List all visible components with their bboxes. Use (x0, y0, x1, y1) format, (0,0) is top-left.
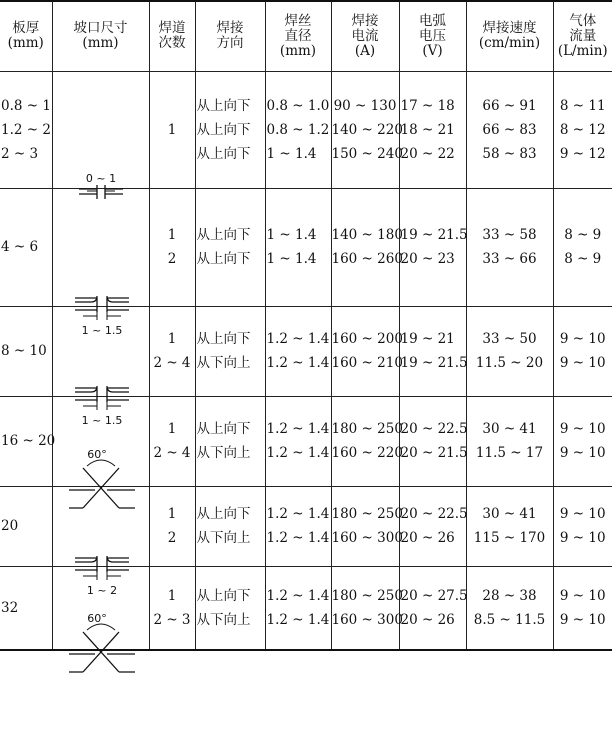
speed-value: 115 ~ 170 (473, 530, 546, 546)
wire-value: 0.8 ~ 1.2 (266, 121, 330, 138)
table-row (0, 71, 612, 188)
cell-voltage (399, 396, 466, 486)
cell-thickness (0, 188, 52, 306)
speed-value: 30 ~ 41 (482, 506, 537, 522)
cell-speed (466, 566, 553, 650)
header-thickness: 板厚 (mm) (0, 1, 52, 71)
thickness-value: 20 (1, 518, 19, 534)
direction-value: 从上向下 (196, 145, 251, 162)
gas-value: 9 ~ 10 (559, 611, 606, 628)
current-value: 160 ~ 260 (331, 251, 403, 267)
direction-value: 从下向上 (196, 530, 251, 546)
cell-gas (553, 188, 612, 306)
speed-value: 30 ~ 41 (482, 421, 537, 437)
gas-value: 8 ~ 12 (559, 121, 606, 138)
cell-voltage (399, 306, 466, 396)
thickness-value: 0.8 ~ 1 (1, 97, 51, 114)
current-value: 180 ~ 250 (331, 421, 403, 437)
direction-value: 从上向下 (196, 227, 251, 243)
cell-voltage (399, 188, 466, 306)
current-value: 180 ~ 250 (331, 506, 403, 522)
passes-value: 1 (167, 121, 177, 138)
direction-value: 从下向上 (196, 611, 251, 628)
voltage-value: 20 ~ 22.5 (400, 421, 468, 437)
cell-wire (265, 71, 331, 188)
direction-value: 从下向上 (196, 445, 251, 461)
passes-value: 1 (167, 421, 177, 437)
cell-speed (466, 188, 553, 306)
cell-current (331, 188, 403, 306)
header-wire: 焊丝 直径 (mm) (265, 1, 331, 71)
cell-gas (553, 396, 612, 486)
header-groove: 坡口尺寸 (mm) (52, 1, 149, 71)
speed-value: 8.5 ~ 11.5 (473, 611, 546, 628)
cell-direction (195, 71, 265, 188)
current-value: 140 ~ 180 (331, 227, 403, 243)
thickness-value: 16 ~ 20 (1, 433, 56, 449)
cell-current (331, 396, 403, 486)
wire-value: 1.2 ~ 1.4 (266, 355, 330, 371)
speed-value: 11.5 ~ 17 (475, 445, 544, 461)
current-value: 160 ~ 300 (331, 611, 403, 628)
wire-value: 1 ~ 1.4 (266, 227, 317, 243)
wire-value: 1 ~ 1.4 (266, 251, 317, 267)
cell-groove (52, 71, 149, 188)
gas-value: 9 ~ 10 (559, 530, 606, 546)
cell-passes (149, 188, 195, 306)
header-passes: 焊道 次数 (149, 1, 195, 71)
passes-value: 2 (167, 251, 177, 267)
speed-value: 66 ~ 91 (482, 97, 537, 114)
cell-gas (553, 566, 612, 650)
direction-value: 从上向下 (196, 421, 251, 437)
voltage-value: 20 ~ 22.5 (400, 506, 468, 522)
cell-passes (149, 71, 195, 188)
cell-passes (149, 306, 195, 396)
thickness-value: 2 ~ 3 (1, 145, 39, 162)
gas-value: 8 ~ 9 (564, 227, 602, 243)
wire-value: 1.2 ~ 1.4 (266, 587, 330, 604)
cell-thickness (0, 396, 56, 486)
wire-value: 1.2 ~ 1.4 (266, 506, 330, 522)
thickness-value: 4 ~ 6 (1, 239, 39, 255)
gas-value: 9 ~ 10 (559, 331, 606, 347)
groove-gap-label: 0 ~ 1 (85, 171, 116, 185)
cell-direction (195, 566, 265, 650)
thickness-value: 8 ~ 10 (1, 343, 47, 359)
cell-passes (149, 396, 195, 486)
passes-value: 1 (167, 227, 177, 243)
cell-gas (553, 306, 612, 396)
voltage-value: 20 ~ 26 (400, 530, 455, 546)
wire-value: 1.2 ~ 1.4 (266, 421, 330, 437)
speed-value: 11.5 ~ 20 (475, 355, 544, 371)
gas-value: 9 ~ 10 (559, 445, 606, 461)
cell-direction (195, 486, 265, 566)
gas-value: 8 ~ 9 (564, 251, 602, 267)
voltage-value: 19 ~ 21.5 (400, 227, 468, 243)
cell-speed (466, 71, 553, 188)
direction-value: 从上向下 (196, 587, 251, 604)
voltage-value: 20 ~ 26 (400, 611, 455, 628)
passes-value: 1 (167, 506, 177, 522)
voltage-value: 20 ~ 22 (400, 145, 455, 162)
cell-speed (466, 306, 553, 396)
header-current: 焊接 电流 (A) (331, 1, 399, 71)
thickness-value: 1.2 ~ 2 (1, 121, 51, 138)
current-value: 160 ~ 300 (331, 530, 403, 546)
header-speed: 焊接速度 (cm/min) (466, 1, 553, 71)
direction-value: 从上向下 (196, 331, 251, 347)
direction-value: 从上向下 (196, 97, 251, 114)
passes-value: 2 ~ 4 (153, 445, 191, 461)
current-value: 160 ~ 220 (331, 445, 403, 461)
wire-value: 1.2 ~ 1.4 (266, 445, 330, 461)
cell-gas (553, 71, 612, 188)
voltage-value: 20 ~ 27.5 (400, 587, 468, 604)
cell-current (331, 566, 403, 650)
current-value: 150 ~ 240 (331, 145, 403, 162)
groove-gap-label: 1 ~ 1.5 (81, 324, 122, 337)
cell-thickness (0, 71, 52, 188)
cell-wire (265, 306, 331, 396)
cell-direction (195, 188, 265, 306)
gas-value: 9 ~ 10 (559, 355, 606, 371)
groove-gap-label: 1 ~ 2 (86, 584, 117, 597)
groove-gap-label: 1 ~ 1.5 (81, 414, 122, 427)
speed-value: 58 ~ 83 (482, 145, 537, 162)
passes-value: 1 (167, 331, 177, 347)
cell-current (331, 306, 403, 396)
current-value: 160 ~ 200 (331, 331, 403, 347)
current-value: 90 ~ 130 (333, 97, 397, 114)
direction-value: 从上向下 (196, 121, 251, 138)
gas-value: 9 ~ 10 (559, 587, 606, 604)
cell-speed (466, 396, 553, 486)
current-value: 180 ~ 250 (331, 587, 403, 604)
speed-value: 33 ~ 50 (482, 331, 537, 347)
passes-value: 2 ~ 3 (153, 611, 191, 628)
cell-voltage (399, 566, 466, 650)
wire-value: 1.2 ~ 1.4 (266, 331, 330, 347)
passes-value: 2 (167, 530, 177, 546)
voltage-value: 20 ~ 21.5 (400, 445, 468, 461)
voltage-value: 19 ~ 21 (400, 331, 455, 347)
cell-direction (195, 306, 265, 396)
cell-gas (553, 486, 612, 566)
speed-value: 66 ~ 83 (482, 121, 537, 138)
gas-value: 9 ~ 10 (559, 421, 606, 437)
cell-wire (265, 396, 331, 486)
cell-wire (265, 486, 331, 566)
groove-angle-label: 60° (86, 448, 107, 461)
gas-value: 8 ~ 11 (559, 97, 606, 114)
passes-value: 2 ~ 4 (153, 355, 191, 371)
current-value: 160 ~ 210 (331, 355, 403, 371)
cell-wire (265, 188, 331, 306)
header-voltage: 电弧 电压 (V) (399, 1, 466, 71)
cell-speed (466, 486, 553, 566)
speed-value: 33 ~ 58 (482, 227, 537, 243)
wire-value: 1.2 ~ 1.4 (266, 611, 330, 628)
cell-current (331, 486, 403, 566)
thickness-value: 32 (1, 599, 19, 616)
voltage-value: 20 ~ 23 (400, 251, 455, 267)
cell-wire (265, 566, 331, 650)
current-value: 140 ~ 220 (331, 121, 403, 138)
direction-value: 从下向上 (196, 355, 251, 371)
wire-value: 0.8 ~ 1.0 (266, 97, 330, 114)
cell-thickness (0, 306, 52, 396)
voltage-value: 17 ~ 18 (400, 97, 455, 114)
header-direction: 焊接 方向 (195, 1, 265, 71)
cell-thickness (0, 486, 52, 566)
header-row (0, 1, 612, 71)
speed-value: 33 ~ 66 (482, 251, 537, 267)
gas-value: 9 ~ 12 (559, 145, 606, 162)
gas-value: 9 ~ 10 (559, 506, 606, 522)
groove-angle-label: 60° (86, 611, 107, 625)
cell-voltage (399, 71, 466, 188)
cell-passes (149, 566, 195, 650)
cell-thickness (0, 566, 52, 650)
cell-passes (149, 486, 195, 566)
cell-current (331, 71, 403, 188)
wire-value: 1.2 ~ 1.4 (266, 530, 330, 546)
voltage-value: 18 ~ 21 (400, 121, 455, 138)
voltage-value: 19 ~ 21.5 (400, 355, 468, 371)
direction-value: 从上向下 (196, 251, 251, 267)
cell-direction (195, 396, 265, 486)
direction-value: 从上向下 (196, 506, 251, 522)
header-gas: 气体 流量 (L/min) (553, 1, 612, 71)
wire-value: 1 ~ 1.4 (266, 145, 317, 162)
speed-value: 28 ~ 38 (482, 587, 537, 604)
cell-voltage (399, 486, 466, 566)
passes-value: 1 (167, 587, 177, 604)
